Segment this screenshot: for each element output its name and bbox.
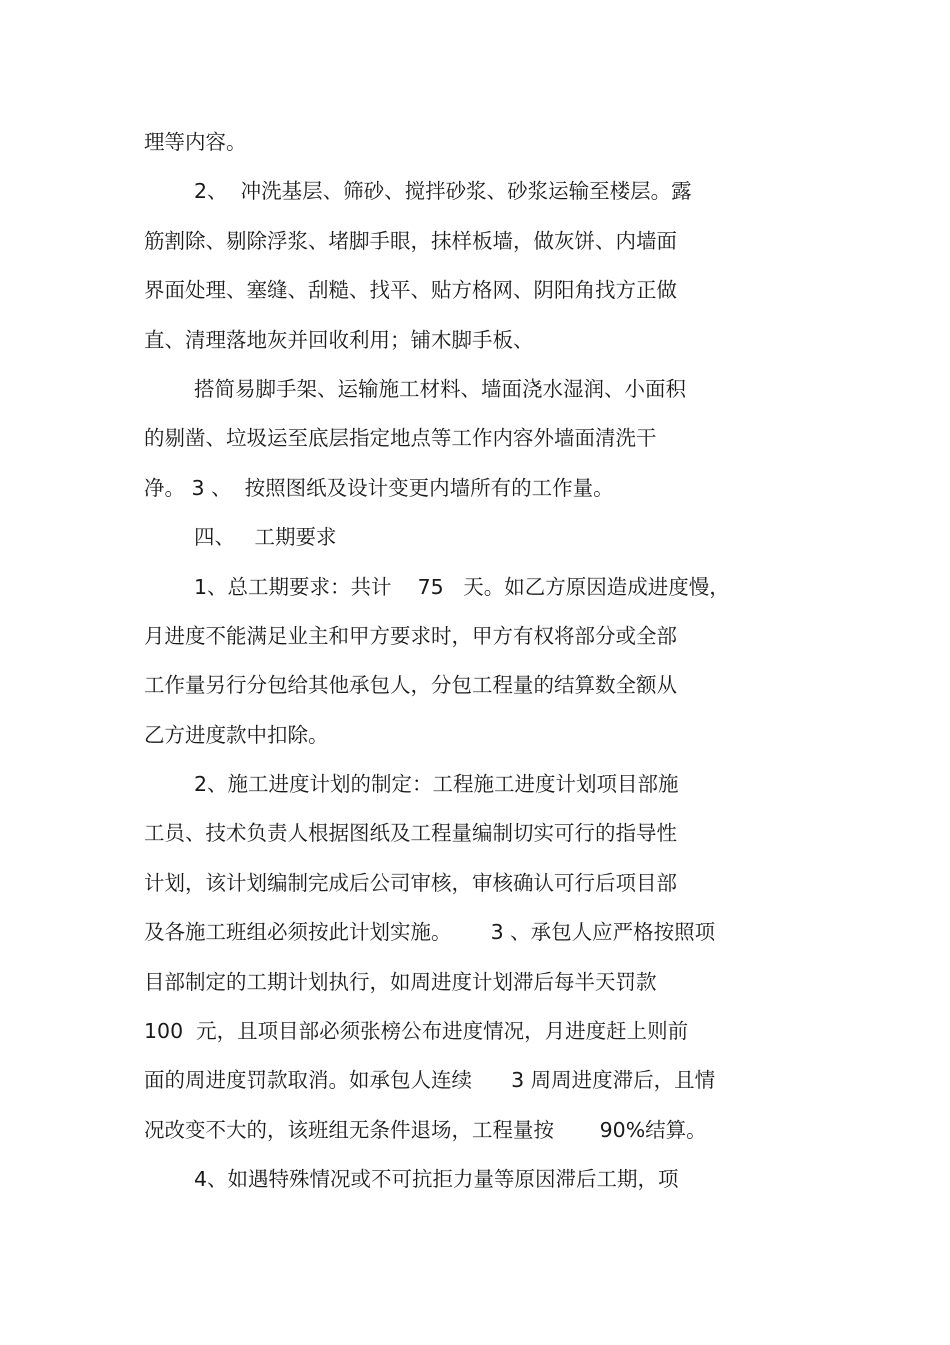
text-line: 计划，该计划编制完成后公司审核，审核确认可行后项目部 xyxy=(144,870,677,895)
text-line: 筋割除、剔除浮浆、堵脚手眼，抹样板墙，做灰饼、内墙面 xyxy=(144,228,677,253)
text-line: 4、如遇特殊情况或不可抗拒力量等原因滞后工期，项 xyxy=(194,1167,679,1192)
text-line: 四、 工期要求 xyxy=(194,525,337,550)
text-line: 直、清理落地灰并回收利用；铺木脚手板、 xyxy=(144,327,534,352)
text-line: 月进度不能满足业主和甲方要求时，甲方有权将部分或全部 xyxy=(144,623,677,648)
text-line: 100 元，且项目部必须张榜公布进度情况，月进度赶上则前 xyxy=(144,1019,689,1044)
text-line: 搭简易脚手架、运输施工材料、墙面浇水湿润、小面积 xyxy=(194,376,686,401)
text-line: 理等内容。 xyxy=(144,130,247,154)
text-line: 2、 冲洗基层、筛砂、搅拌砂浆、砂浆运输至楼层。露 xyxy=(194,179,692,204)
text-line: 净。 3 、 按照图纸及设计变更内墙所有的工作量。 xyxy=(144,475,614,500)
body-text xyxy=(144,118,804,1205)
text-line: 界面处理、塞缝、刮糙、找平、贴方格网、阴阳角找方正做 xyxy=(144,278,677,303)
text-line: 况改变不大的，该班组无条件退场，工程量按 90%结算。 xyxy=(144,1117,707,1142)
text-line: 面的周进度罚款取消。如承包人连续 3 周周进度滞后，且情 xyxy=(144,1068,716,1093)
text-line: 目部制定的工期计划执行，如周进度计划滞后每半天罚款 xyxy=(144,969,657,994)
text-line: 2、施工进度计划的制定：工程施工进度计划项目部施 xyxy=(194,772,679,797)
text-line: 工作量另行分包给其他承包人，分包工程量的结算数全额从 xyxy=(144,673,677,698)
text-line: 工员、技术负责人根据图纸及工程量编制切实可行的指导性 xyxy=(144,821,677,846)
text-line: 的剔凿、垃圾运至底层指定地点等工作内容外墙面清洗干 xyxy=(144,426,657,451)
text-line: 及各施工班组必须按此计划实施。 3 、承包人应严格按照项 xyxy=(144,920,716,945)
text-line: 乙方进度款中扣除。 xyxy=(144,722,329,747)
text-line: 1、总工期要求：共计 75 天。如乙方原因造成进度慢， xyxy=(194,574,730,599)
